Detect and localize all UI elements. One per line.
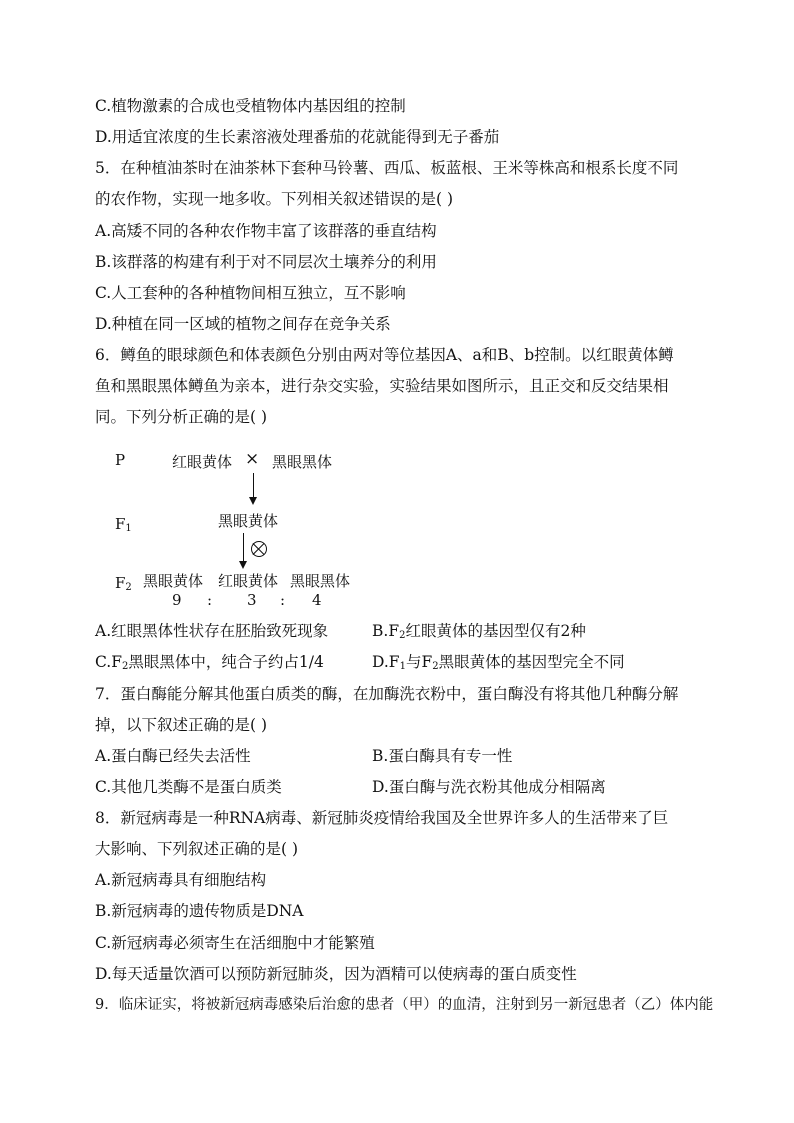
option-d-prev: D.用适宜浓度的生长素溶液处理番茄的花就能得到无子番茄 (95, 128, 500, 146)
f2-phenotype-2: 红眼黄体 (218, 572, 279, 590)
question-7-option-c: C.其他几类酶不是蛋白质类 (95, 778, 282, 796)
f1-phenotype: 黑眼黄体 (218, 512, 279, 530)
question-7-stem-1: 7．蛋白酶能分解其他蛋白质类的酶，在加酶洗衣粉中，蛋白酶没有将其他几种酶分解 (95, 685, 679, 703)
question-5-option-d: D.种植在同一区域的植物之间存在竞争关系 (95, 315, 391, 333)
f1-generation-label: $F_1$ (115, 515, 132, 534)
p-parent-2: 黑眼黑体 (272, 453, 333, 471)
question-8-option-c: C.新冠病毒必须寄生在活细胞中才能繁殖 (95, 934, 375, 952)
ratio-colon-2: : (280, 591, 286, 609)
question-6-option-a: A.红眼黑体性状存在胚胎致死现象 (95, 622, 329, 640)
question-5-option-b: B.该群落的构建有利于对不同层次土壤养分的利用 (95, 253, 437, 271)
f2-phenotype-1: 黑眼黄体 (143, 572, 204, 590)
question-5-stem-1: 5．在种植油茶时在油茶林下套种马铃薯、西瓜、板蓝根、王米等株高和根系长度不同 (95, 159, 679, 177)
option-c-prev: C.植物激素的合成也受植物体内基因组的控制 (95, 97, 406, 115)
ratio-value-1: 9 (172, 591, 182, 609)
question-8-option-a: A.新冠病毒具有细胞结构 (95, 871, 267, 889)
f2-generation-label: $F_2$ (115, 574, 132, 593)
question-6-stem-2: 鱼和黑眼黑体鳟鱼为亲本，进行杂交实验，实验结果如图所示，且正交和反交结果相 (95, 377, 669, 395)
ratio-value-2: 3 (247, 591, 257, 609)
question-8-option-b: B.新冠病毒的遗传物质是DNA (95, 902, 304, 920)
genetic-cross-diagram (110, 445, 430, 615)
question-6-option-b: $B.F_2$红眼黄体的基因型仅有2种 (372, 622, 586, 641)
arrow-p-to-f1 (253, 473, 254, 497)
question-5-option-a: A.高矮不同的各种农作物丰富了该群落的垂直结构 (95, 222, 437, 240)
question-8-stem-2: 大影响、下列叙述正确的是( ) (95, 840, 299, 858)
question-7-stem-2: 掉，以下叙述正确的是( ) (95, 716, 268, 734)
question-8-option-d: D.每天适量饮酒可以预防新冠肺炎，因为酒精可以使病毒的蛋白质变性 (95, 965, 577, 983)
f2-phenotype-3: 黑眼黑体 (290, 572, 351, 590)
arrow-f1-to-f2 (243, 533, 244, 561)
ratio-value-3: 4 (312, 591, 322, 609)
question-6-stem-3: 同。下列分析正确的是( ) (95, 408, 268, 426)
arrow-f1-to-f2-head (239, 561, 247, 569)
question-5-stem-2: 的农作物，实现一地多收。下列相关叙述错误的是( ) (95, 190, 454, 208)
question-6-option-c: $C.F_2$黑眼黑体中，纯合子约占1/4 (95, 653, 324, 672)
question-7-option-d: D.蛋白酶与洗衣粉其他成分相隔离 (372, 778, 606, 796)
question-7-option-b: B.蛋白酶具有专一性 (372, 747, 513, 765)
p-parent-1: 红眼黄体 (172, 453, 233, 471)
question-5-option-c: C.人工套种的各种植物间相互独立，互不影响 (95, 284, 406, 302)
question-6-stem-1: 6．鳟鱼的眼球颜色和体表颜色分别由两对等位基因A、a和B、b控制。以红眼黄体鳟 (95, 346, 674, 364)
question-6-option-d: $D.F_1$与$F_2$黑眼黄体的基因型完全不同 (372, 653, 625, 672)
question-8-stem-1: 8．新冠病毒是一种RNA病毒、新冠肺炎疫情给我国及全世界许多人的生活带来了巨 (95, 809, 669, 827)
p-generation-label: P (115, 451, 126, 469)
cross-symbol: × (245, 449, 260, 469)
ratio-colon-1: : (207, 591, 213, 609)
question-7-option-a: A.蛋白酶已经失去活性 (95, 747, 251, 765)
arrow-p-to-f1-head (249, 497, 257, 505)
selfing-icon (251, 541, 267, 557)
question-9-stem-1: 9．临床证实，将被新冠病毒感染后治愈的患者（甲）的血清，注射到另一新冠患者（乙）体内能 (95, 997, 714, 1013)
